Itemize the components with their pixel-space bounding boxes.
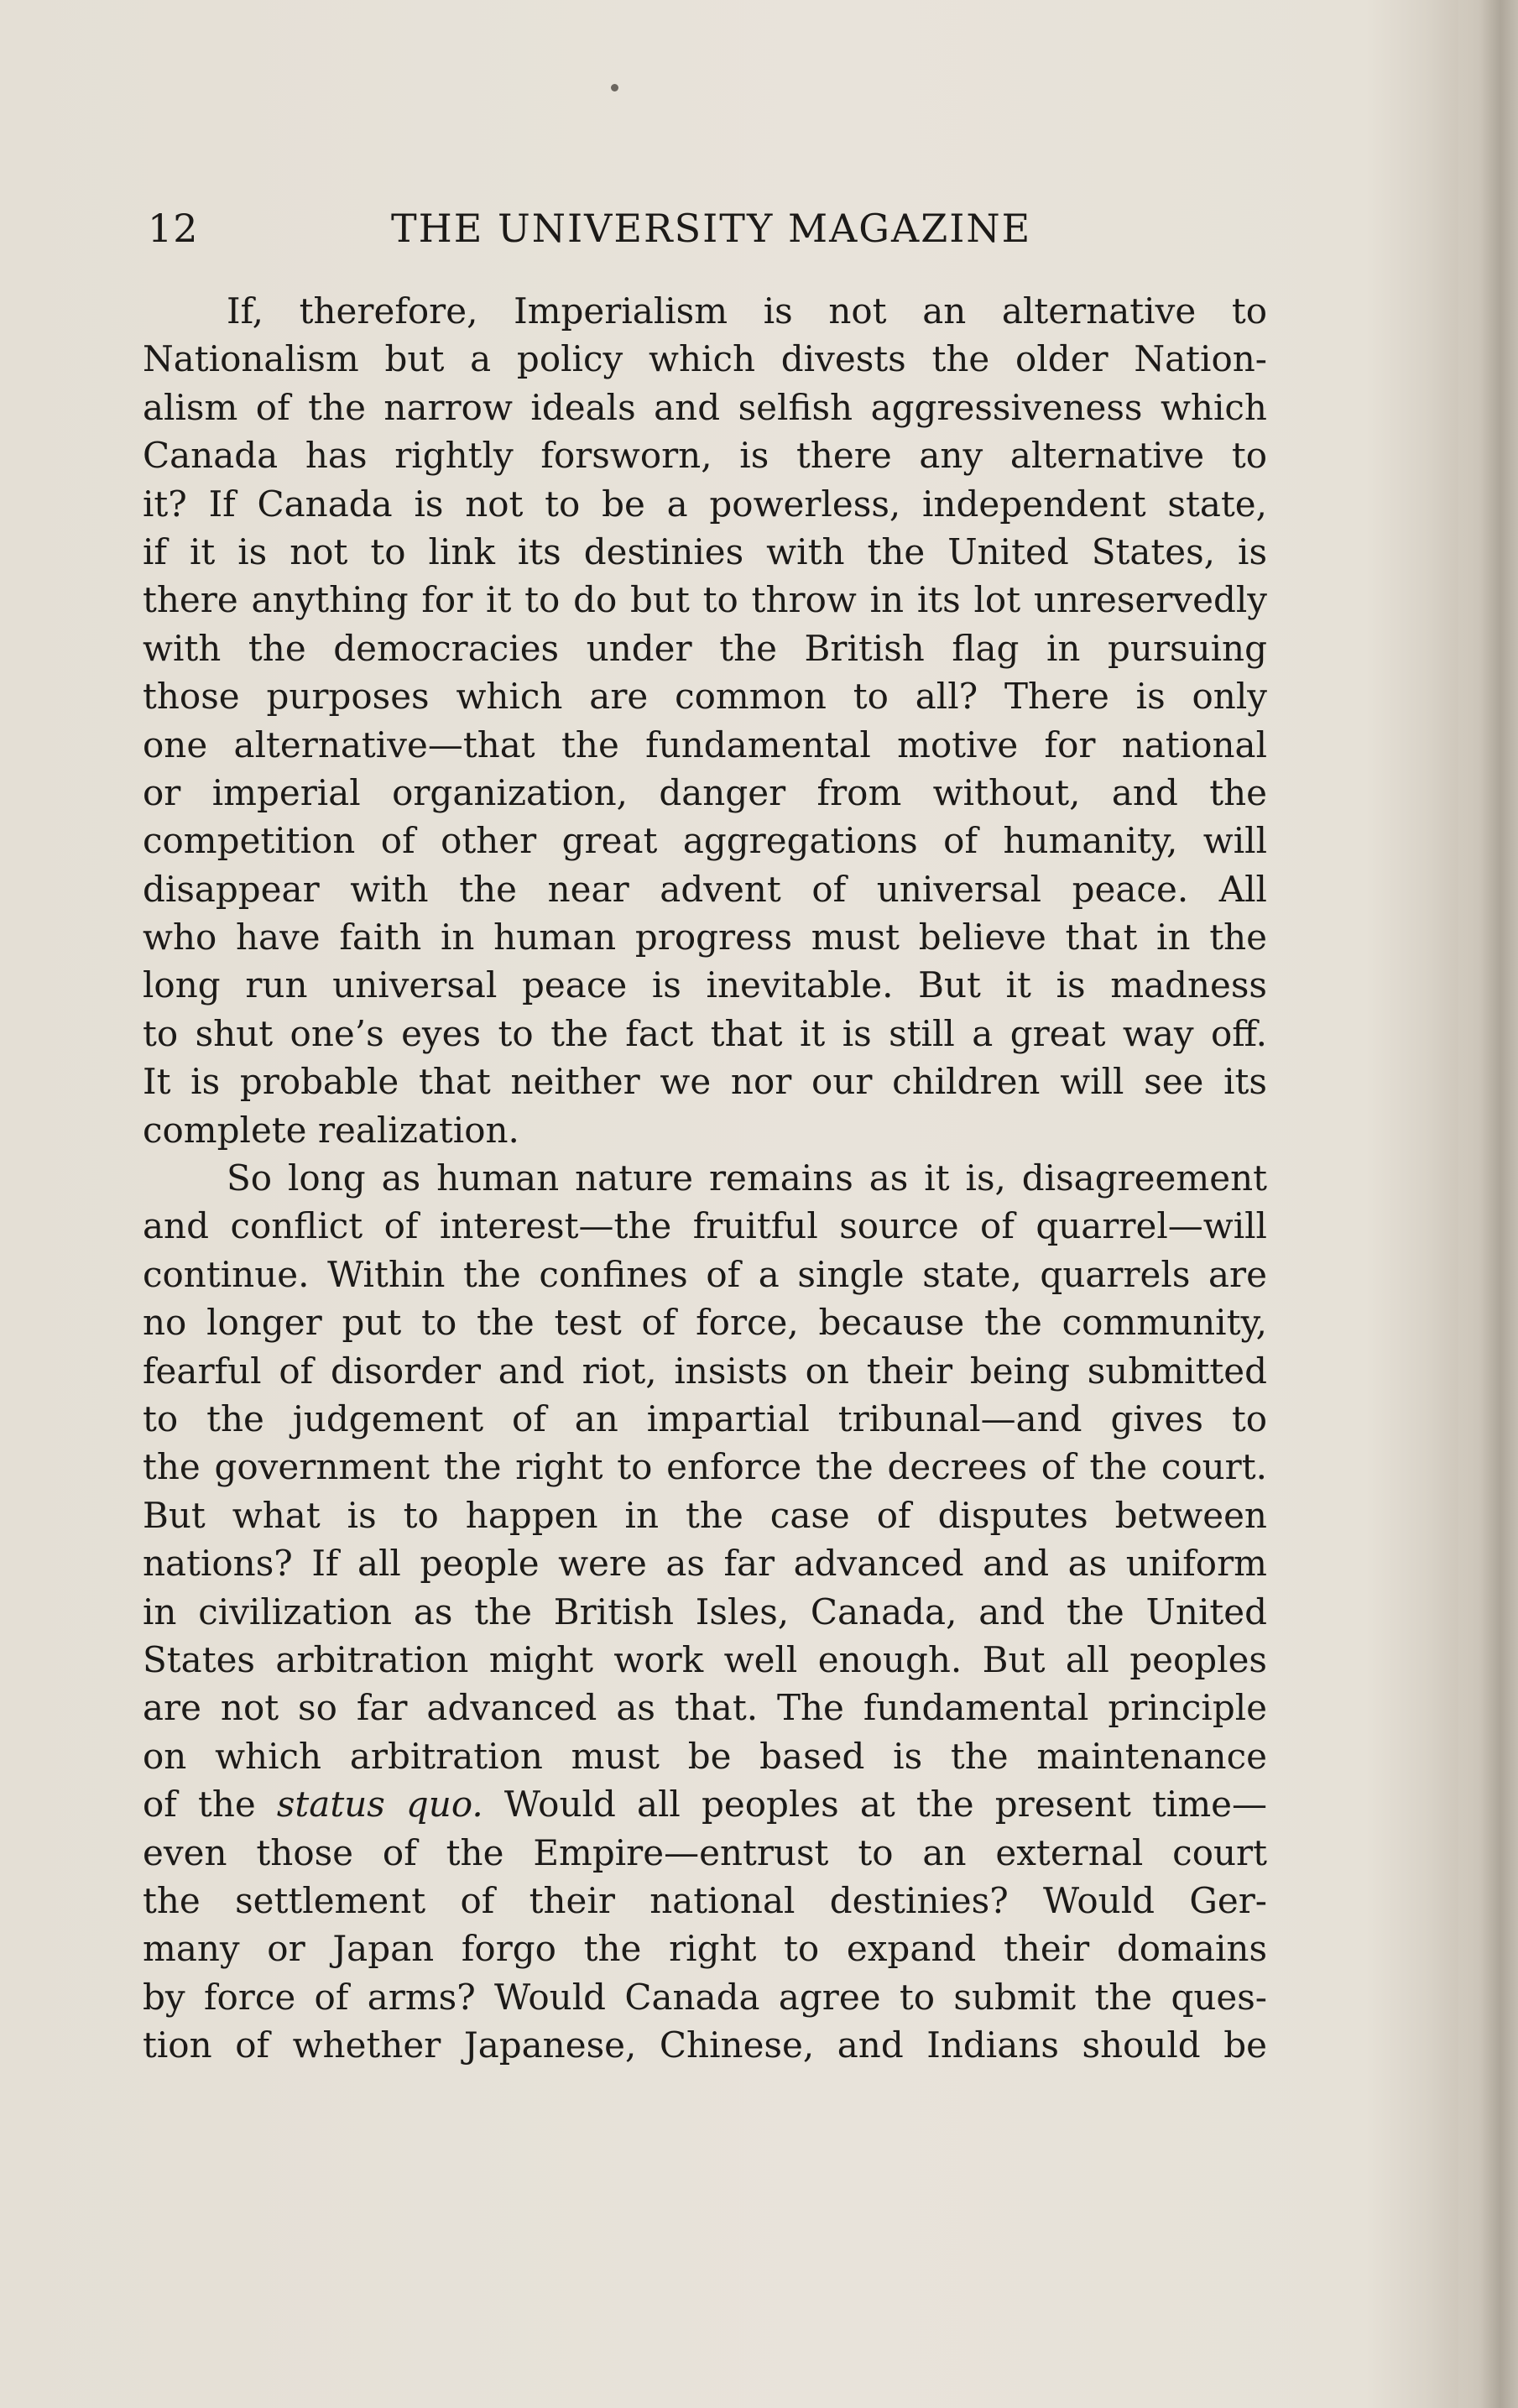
text-line: Nationalism but a policy which divests the older Nation-	[143, 338, 1267, 380]
text-line: there anything for it to do but to throw in its lot unreservedly	[143, 579, 1267, 621]
text-line: if it is not to link its destinies with the United States, is	[143, 530, 1267, 572]
text-line: So long as human nature remains as it is, disagreement	[227, 1157, 1267, 1199]
paragraph-2	[143, 1154, 1267, 2069]
text-line: one alternative—that the fundamental motive for national	[143, 723, 1267, 765]
text-line: are not so far advanced as that. The fundamental principle	[143, 1687, 1267, 1729]
text-line: to shut one’s eyes to the fact that it is still a great way off.	[143, 1012, 1267, 1054]
article-body	[143, 287, 1267, 2069]
text-line: the settlement of their national destinies? Would Ger-	[143, 1879, 1267, 1921]
running-head	[148, 200, 1272, 257]
text-line: disappear with the near advent of universal peace. All	[143, 868, 1267, 910]
text-line: by force of arms? Would Canada agree to submit the ques-	[143, 1976, 1267, 2018]
page-number: 12	[148, 206, 199, 251]
text-line: complete realization.	[143, 1109, 519, 1151]
italic-term: status quo.	[276, 1784, 483, 1826]
text-line: If, therefore, Imperialism is not an alternative to	[227, 290, 1267, 332]
text-line: those purposes which are common to all? There is only	[143, 676, 1267, 718]
text-line: States arbitration might work well enough. But all peoples	[143, 1638, 1267, 1680]
text-line: many or Japan forgo the right to expand their domains	[143, 1928, 1267, 1970]
text-line: it? If Canada is not to be a powerless, independent state,	[143, 483, 1267, 525]
text-line: no longer put to the test of force, because the community,	[143, 1302, 1267, 1344]
text-line: continue. Within the confines of a single state, quarrels are	[143, 1253, 1267, 1295]
text-line: even those of the Empire—entrust to an external court	[143, 1831, 1267, 1873]
text-line: and conflict of interest—the fruitful source of quarrel—will	[143, 1205, 1267, 1247]
text-line: to the judgement of an impartial tribunal—and gives to	[143, 1397, 1267, 1439]
text-line: who have faith in human progress must believe that in the	[143, 917, 1267, 958]
text-line: alism of the narrow ideals and selfish aggressiveness which	[143, 386, 1267, 428]
paragraph-1	[143, 287, 1267, 1154]
printers-mark	[611, 84, 618, 91]
journal-title: THE UNIVERSITY MAGAZINE	[391, 206, 1032, 251]
text-line: in civilization as the British Isles, Canada, and the United	[143, 1591, 1267, 1632]
text-line: competition of other great aggregations of humanity, will	[143, 820, 1267, 862]
text-line: on which arbitration must be based is the maintenance	[143, 1735, 1267, 1777]
text-line: tion of whether Japanese, Chinese, and Indians should be	[143, 2024, 1267, 2066]
text-line: or imperial organization, danger from without, and the	[143, 771, 1267, 813]
text-line: fearful of disorder and riot, insists on their being submitted	[143, 1350, 1267, 1392]
text-line: It is probable that neither we nor our children will see its	[143, 1061, 1267, 1103]
text-line: with the democracies under the British flag in pursuing	[143, 627, 1267, 669]
text-line: Canada has rightly forsworn, is there any alternative to	[143, 435, 1267, 477]
text-line: the government the right to enforce the decrees of the court.	[143, 1446, 1267, 1488]
text-line: long run universal peace is inevitable. But it is madness	[143, 964, 1267, 1006]
text-line: But what is to happen in the case of disputes between	[143, 1494, 1267, 1536]
text-line: nations? If all people were as far advanced and as uniform	[143, 1543, 1267, 1585]
text-line-status-quo: of the status quo. Would all peoples at the present time—	[143, 1784, 1268, 1826]
